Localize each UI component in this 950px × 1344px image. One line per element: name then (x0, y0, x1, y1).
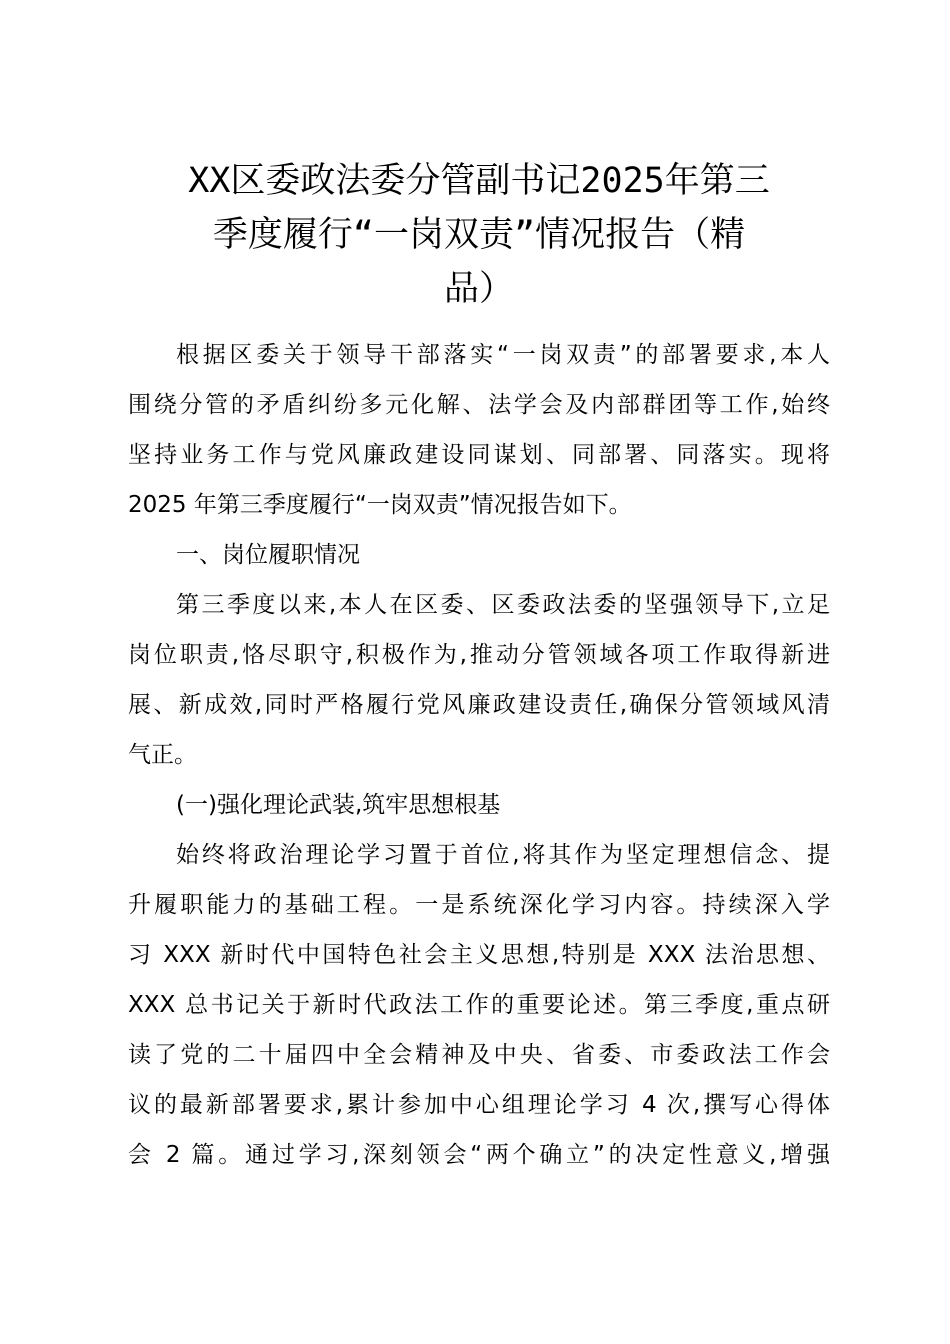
paragraph-line: 第三季度以来,本人在区委、区委政法委的坚强领导下,立足 (176, 592, 830, 618)
paragraph-intro-line: 根据区委关于领导干部落实“一岗双责”的部署要求,本人 (176, 342, 830, 368)
paragraph-intro-line: 2025 年第三季度履行“一岗双责”情况报告如下。 (128, 492, 632, 518)
paragraph-line: 读了党的二十届四中全会精神及中央、省委、市委政法工作会 (128, 1042, 830, 1068)
paragraph-intro-line: 围绕分管的矛盾纠纷多元化解、法学会及内部群团等工作,始终 (128, 392, 830, 418)
paragraph-line: 岗位职责,恪尽职守,积极作为,推动分管领域各项工作取得新进 (128, 642, 830, 668)
subsection-heading: (一)强化理论武装,筑牢思想根基 (176, 792, 501, 818)
document-body (128, 330, 830, 1180)
paragraph-line: 展、新成效,同时严格履行党风廉政建设责任,确保分管领域风清 (128, 692, 830, 718)
paragraph-line: 习 XXX 新时代中国特色社会主义思想,特别是 XXX 法治思想、 (128, 942, 830, 968)
paragraph-line: 气正。 (128, 742, 197, 768)
title-line: XX区委政法委分管副书记2025年第三 (188, 161, 770, 201)
title-line: 品） (443, 269, 514, 309)
paragraph-line: XXX 总书记关于新时代政法工作的重要论述。第三季度,重点研 (128, 992, 830, 1018)
paragraph-intro-line: 坚持业务工作与党风廉政建设同谋划、同部署、同落实。现将 (128, 442, 830, 468)
title-line: 季度履行“一岗双责”情况报告（精 (212, 215, 746, 255)
paragraph-line: 议的最新部署要求,累计参加中心组理论学习 4 次,撰写心得体 (128, 1092, 830, 1118)
document-title (128, 154, 830, 316)
paragraph-line: 始终将政治理论学习置于首位,将其作为坚定理想信念、提 (176, 842, 830, 868)
paragraph-line: 会 2 篇。通过学习,深刻领会“两个确立”的决定性意义,增强 (128, 1142, 830, 1168)
section-heading: 一、岗位履职情况 (176, 542, 360, 568)
paragraph-line: 升履职能力的基础工程。一是系统深化学习内容。持续深入学 (128, 892, 830, 918)
